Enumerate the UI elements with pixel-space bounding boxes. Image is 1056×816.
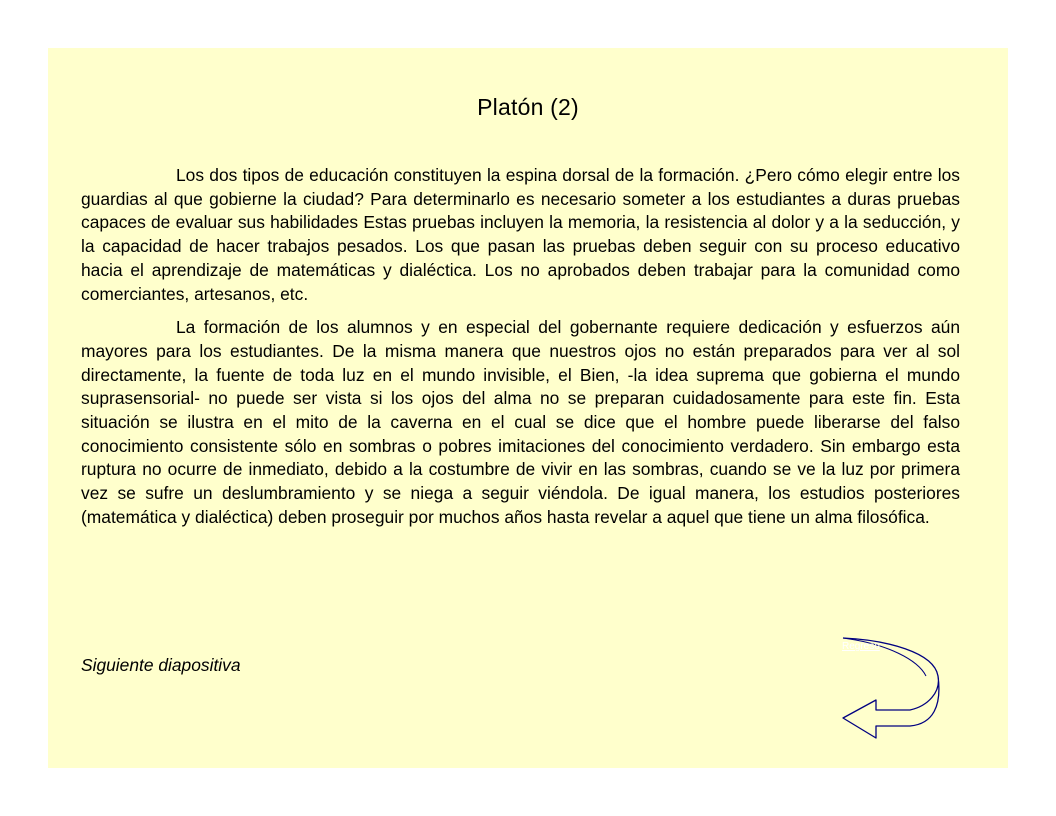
- slide: [48, 48, 1008, 768]
- next-slide-link[interactable]: Siguiente diapositiva: [81, 655, 241, 675]
- slide-body: [81, 164, 960, 530]
- slide-title: Platón (2): [477, 94, 579, 120]
- paragraph-2: La formación de los alumnos y en especial del gobernante requiere dedicación y esfuerzos aún mayores para los estudiantes. De la misma manera que nuestros ojos no están preparados para ver al sol directamente, la fuente de toda luz en el mundo invisible, el Bien, -la idea suprema que gobierna el mundo suprasensorial- no puede ser vista si los ojos del alma no se preparan cuidadosamente para este fin. Esta situación se ilustra en el mito de la caverna en el cual se dice que el hombre puede liberarse del falso conocimiento consistente sólo en sombras o pobres imitaciones del conocimiento verdadero. Sin embargo esta ruptura no ocurre de inmediato, debido a la costumbre de vivir en las sombras, cuando se ve la luz por primera vez se sufre un deslumbramiento y se niega a seguir viéndola. De igual manera, los estudios posteriores (matemática y dialéctica) deben proseguir por muchos años hasta revelar a aquel que tiene un alma filosófica.: [81, 317, 960, 527]
- return-link-label[interactable]: Regreso: [842, 641, 880, 652]
- paragraph-1: Los dos tipos de educación constituyen la espina dorsal de la formación. ¿Pero cómo elegir entre los guardias al que gobierne la ciudad? Para determinarlo es necesario someter a los estudiantes a duras pruebas capaces de evaluar sus habilidades Estas pruebas incluyen la memoria, la resistencia al dolor y a la seducción, y la capacidad de hacer trabajos pesados. Los que pasan las pruebas deben seguir con su proceso educativo hacia el aprendizaje de matemáticas y dialéctica. Los no aprobados deben trabajar para la comunidad como comerciantes, artesanos, etc.: [81, 165, 960, 304]
